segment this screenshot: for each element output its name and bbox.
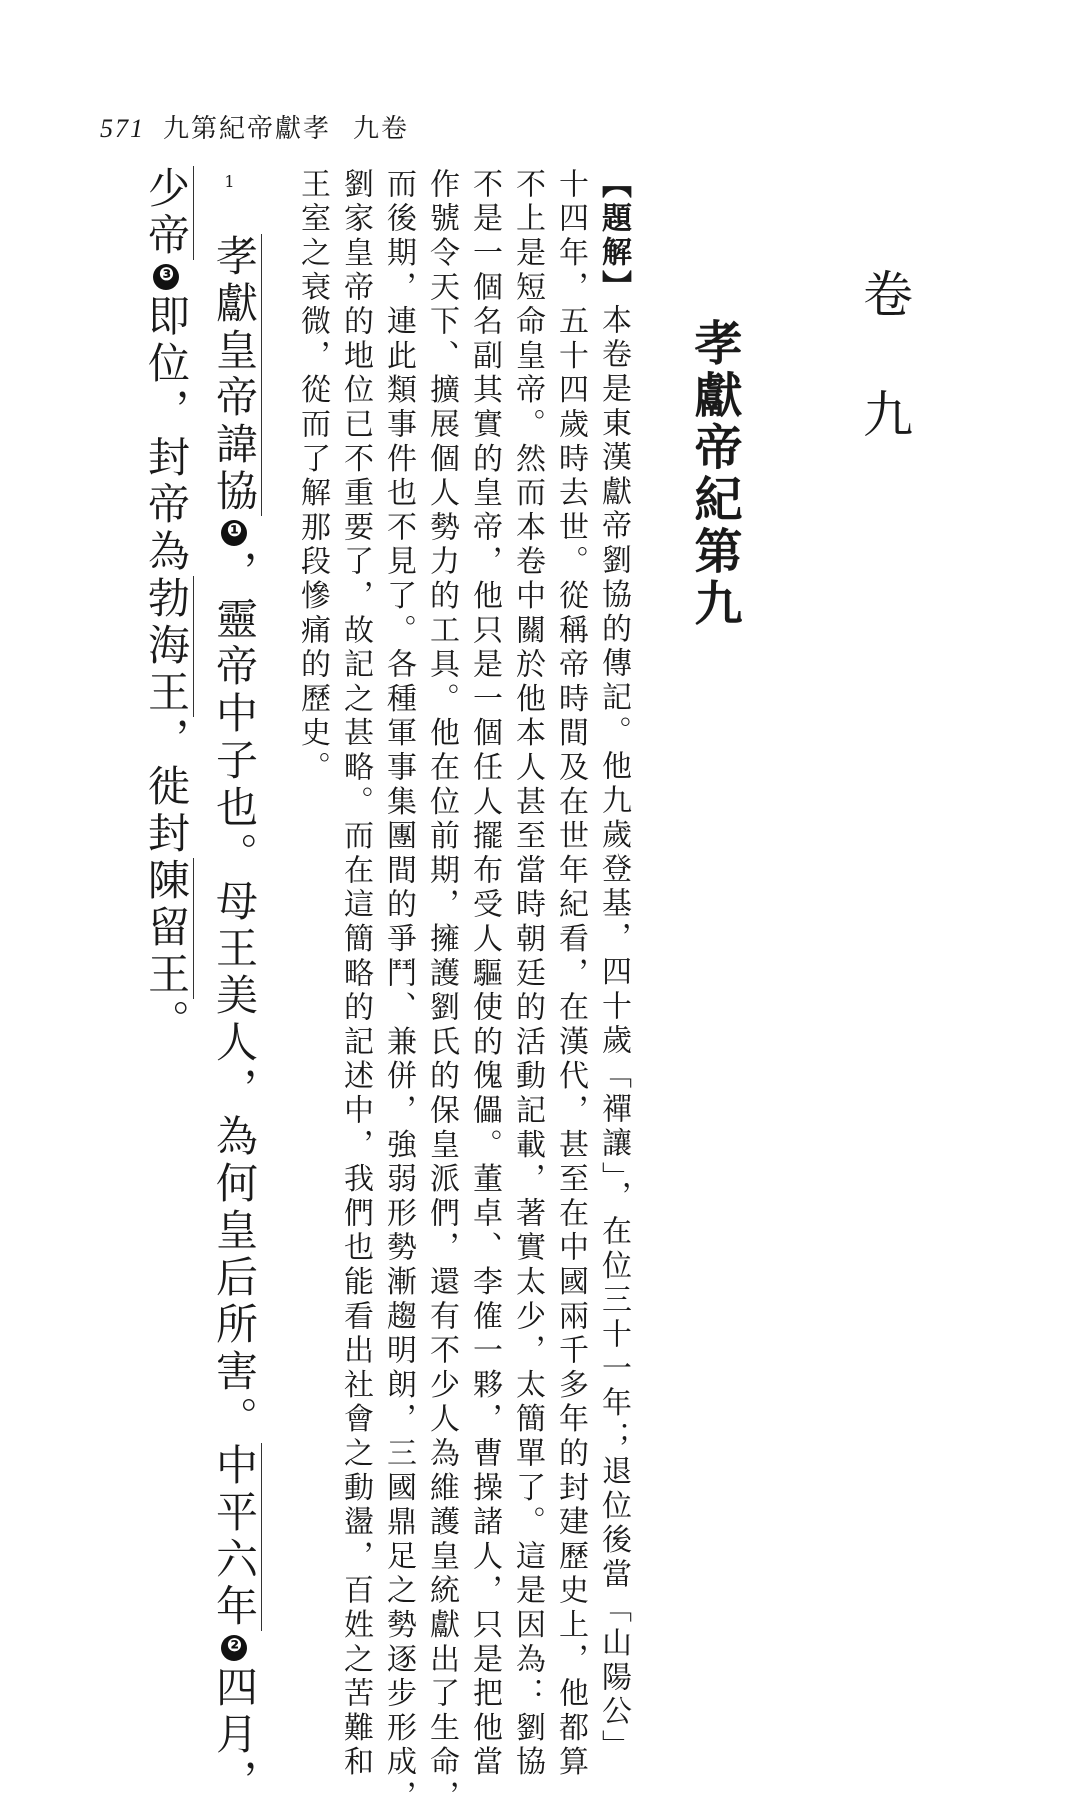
intro-column (596, 168, 631, 1764)
intro-column: 十四年，五十四歲時去世。從稱帝時間及在世年紀看，在漢代，甚至在中國兩千多年的封建歷史上，他都算 (553, 168, 588, 1781)
person-name: 少帝 (142, 166, 194, 260)
text-run: 四月， (210, 1665, 259, 1806)
place-name: 勃海王 (142, 576, 194, 717)
running-title: 九第紀帝獻孝 (163, 114, 332, 144)
text-run: 。 (142, 999, 191, 1046)
text-run: ，徙封 (142, 717, 191, 858)
main-text-column (204, 234, 264, 1806)
intro-column: 作號令天下、擴展個人勢力的工具。他在位前期，擁護劉氏的保皇派們，還有不少人為維護皇統獻出了生命， (424, 168, 459, 1814)
volume-label: 九卷 (353, 114, 410, 144)
intro-column: 不上是短命皇帝。然而本卷中關於他本人甚至當時朝廷的活動記載，著實太少，太簡單了。這是因為：劉協 (510, 168, 545, 1781)
chapter-title: 孝獻帝紀第九 (686, 318, 742, 630)
intro-column: 劉家皇帝的地位已不重要了，故記之甚略。而在這簡略的記述中，我們也能看出社會之動盪，百姓之苦難和 (338, 168, 373, 1781)
text-run: 即位，封帝為 (142, 294, 191, 576)
person-name: 孝獻皇帝諱協 (210, 234, 262, 516)
running-header (100, 108, 409, 145)
page-number: 571 (100, 114, 145, 143)
footnote-2[interactable]: ❷ (221, 1635, 247, 1661)
footnote-3[interactable]: ❸ (153, 264, 179, 290)
text-run: ，靈帝中子也。母王美人，為何皇后所害。 (210, 550, 259, 1443)
intro-column: 而後期，連此類事件也不見了。各種軍事集團間的爭鬥、兼併，強弱形勢漸趨明朗，三國鼎足之勢逐步形成， (381, 168, 416, 1814)
scroll-title: 卷九 (855, 268, 913, 508)
section-number: 1 (220, 172, 239, 191)
place-name: 陳留王 (142, 858, 194, 999)
era-name: 中平六年 (210, 1443, 262, 1631)
intro-tag: 【題解】 (596, 168, 631, 304)
intro-column: 王室之衰微，從而了解那段慘痛的歷史。 (295, 168, 330, 786)
footnote-1[interactable]: ❶ (221, 520, 247, 546)
intro-text: 本卷是東漢獻帝劉協的傳記。他九歲登基，四十歲「禪讓」，在位三十一年；退位後當「山陽公」 (596, 304, 631, 1764)
main-text-column (136, 166, 196, 1046)
intro-column: 不是一個名副其實的皇帝，他只是一個任人擺布受人驅使的傀儡。董卓、李傕一夥，曹操諸人，只是把他當 (467, 168, 502, 1781)
